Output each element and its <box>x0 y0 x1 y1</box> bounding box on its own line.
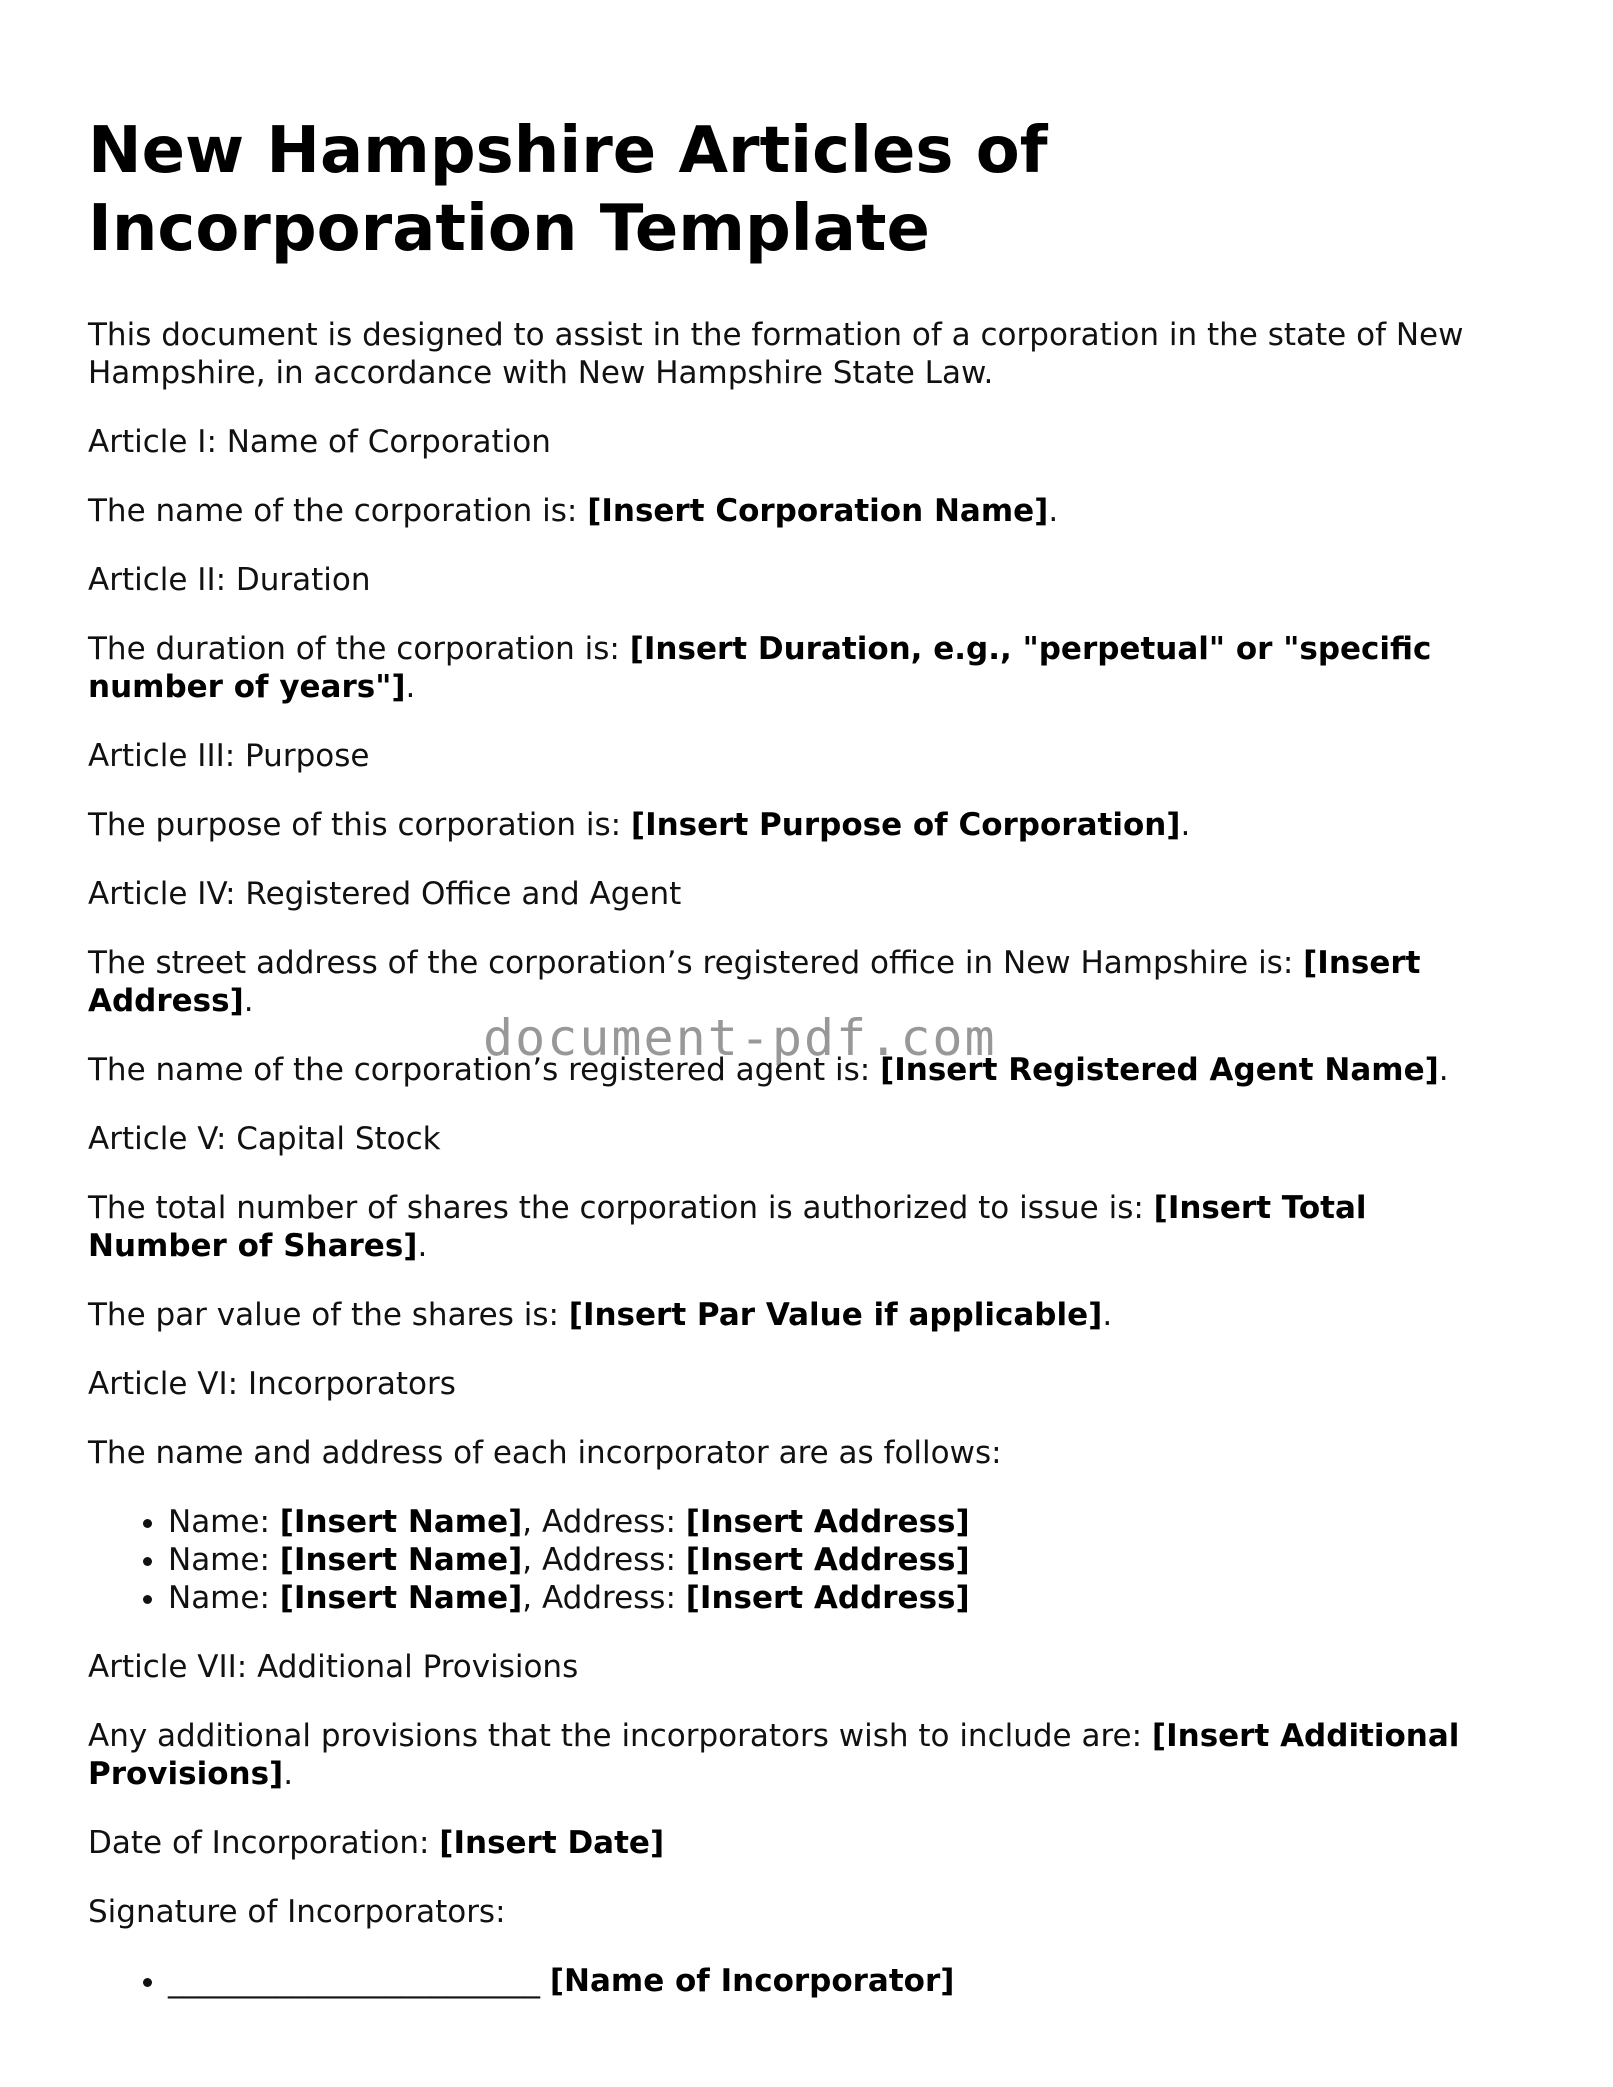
signature-list <box>88 1962 1508 2000</box>
article-5-par-text: The par value of the shares is: [Insert Par Value if applicable]. <box>88 1297 1113 1333</box>
incorporator-name-placeholder: [Name of Incorporator] <box>549 1963 955 1999</box>
intro-paragraph: This document is designed to assist in the formation of a corporation in the state of New Hampshire, in accordance with New Hampshire State Law. <box>88 317 1464 391</box>
article-4-office-text: The street address of the corporation’s registered office in New Hampshire is: [Insert Address]. <box>88 945 1421 1019</box>
total-shares-placeholder: [Insert Total Number of Shares] <box>88 1190 1367 1264</box>
article-4-agent-text: The name of the corporation’s registered agent is: [Insert Registered Agent Name]. <box>88 1052 1449 1088</box>
signature-heading: Signature of Incorporators: <box>88 1894 506 1930</box>
list-item: • Name: [Insert Name], Address: [Insert Address] <box>168 1541 1508 1579</box>
duration-placeholder: [Insert Duration, e.g., "perpetual" or "specific number of years"] <box>88 631 1432 705</box>
article-2-heading: Article II: Duration <box>88 562 371 598</box>
signature-line: • ________________________ [Name of Incorporator] <box>168 1962 1508 2000</box>
article-1-heading: Article I: Name of Corporation <box>88 424 551 460</box>
article-6-heading: Article VI: Incorporators <box>88 1366 456 1402</box>
list-item: • Name: [Insert Name], Address: [Insert Address] <box>168 1579 1508 1617</box>
office-address-placeholder: [Insert Address] <box>88 945 1421 1019</box>
corporation-name-placeholder: [Insert Corporation Name] <box>587 493 1049 529</box>
additional-provisions-placeholder: [Insert Additional Provisions] <box>88 1718 1460 1792</box>
article-3-text: The purpose of this corporation is: [Insert Purpose of Corporation]. <box>88 807 1191 843</box>
article-4-heading: Article IV: Registered Office and Agent <box>88 876 682 912</box>
watermark: document-pdf.com <box>483 1009 997 1067</box>
article-5-shares-text: The total number of shares the corporation is authorized to issue is: [Insert Total Number of Shares]. <box>88 1190 1367 1264</box>
date-placeholder: [Insert Date] <box>439 1825 665 1861</box>
par-value-placeholder: [Insert Par Value if applicable] <box>568 1297 1103 1333</box>
article-3-heading: Article III: Purpose <box>88 738 370 774</box>
article-1-text: The name of the corporation is: [Insert Corporation Name]. <box>88 493 1059 529</box>
document-page <box>88 112 1508 2031</box>
article-2-text: The duration of the corporation is: [Insert Duration, e.g., "perpetual" or "specific number of years"]. <box>88 631 1432 705</box>
incorporator-list <box>88 1503 1508 1617</box>
article-7-heading: Article VII: Additional Provisions <box>88 1649 579 1685</box>
article-6-text: The name and address of each incorporator are as follows: <box>88 1435 1002 1471</box>
list-item: • Name: [Insert Name], Address: [Insert Address] <box>168 1503 1508 1541</box>
agent-name-placeholder: [Insert Registered Agent Name] <box>880 1052 1439 1088</box>
date-of-incorporation: Date of Incorporation: [Insert Date] <box>88 1825 665 1861</box>
article-7-text: Any additional provisions that the incorporators wish to include are: [Insert Additional Provisions]. <box>88 1718 1460 1792</box>
page-title: New Hampshire Articles of Incorporation Template <box>88 114 1048 266</box>
article-5-heading: Article V: Capital Stock <box>88 1121 441 1157</box>
purpose-placeholder: [Insert Purpose of Corporation] <box>630 807 1181 843</box>
